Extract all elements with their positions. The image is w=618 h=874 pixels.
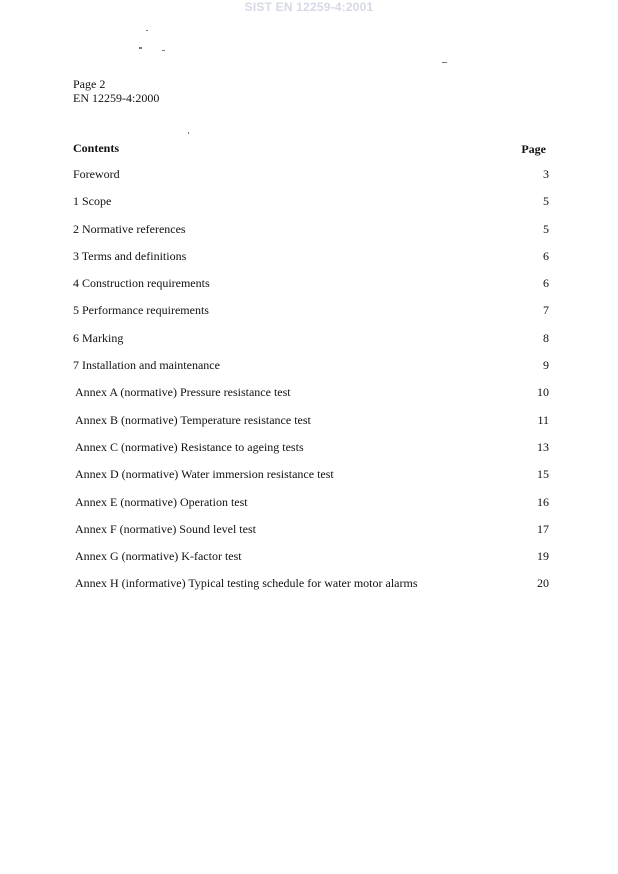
toc-entry-title: Foreword [73, 167, 120, 181]
toc-entry-title: 1 Scope [73, 194, 112, 209]
toc-entry-page: 9 [543, 358, 549, 373]
contents-title: Contents [73, 141, 120, 155]
page-column-title: Page [521, 142, 546, 156]
toc-entry-title: Annex E (normative) Operation test [75, 494, 248, 509]
toc-entry[interactable] [73, 495, 549, 522]
toc-entry[interactable] [73, 440, 549, 467]
toc-entry-title: 5 Performance requirements [73, 303, 209, 318]
toc-entry-page: 20 [537, 576, 549, 591]
toc-entry[interactable] [73, 358, 549, 385]
scan-speck [146, 30, 148, 31]
toc-entry[interactable] [73, 331, 549, 358]
toc-entry[interactable] [73, 413, 549, 440]
scan-speck [188, 132, 189, 134]
page-number: Page 2 [73, 77, 106, 91]
toc-entry-page: 6 [543, 276, 549, 291]
toc-entry-page: 13 [537, 439, 549, 454]
toc-entry-page: 19 [537, 549, 549, 564]
standard-id: EN 12259-4:2000 [73, 91, 160, 105]
toc-entry[interactable] [73, 194, 549, 221]
toc-entry-title: Annex G (normative) K-factor test [75, 549, 242, 564]
toc-entry-page: 5 [543, 194, 549, 209]
toc-entry-page: 6 [543, 248, 549, 263]
toc-entry-page: 16 [537, 494, 549, 509]
toc-entry-title: 2 Normative references [73, 221, 186, 236]
toc-entry-page: 10 [537, 385, 549, 400]
table-of-contents [73, 167, 549, 604]
toc-entry-page: 5 [543, 221, 549, 236]
toc-entry[interactable] [73, 522, 549, 549]
toc-entry-title: Annex H (informative) Typical testing schedule for water motor alarms [75, 576, 418, 591]
toc-entry[interactable] [73, 222, 549, 249]
toc-entry[interactable] [73, 576, 549, 603]
toc-entry-title: 4 Construction requirements [73, 276, 210, 291]
scan-speck [442, 62, 447, 63]
toc-entry-page: 17 [537, 521, 549, 536]
toc-entry[interactable] [73, 385, 549, 412]
page-header [73, 77, 159, 105]
toc-entry-title: Annex C (normative) Resistance to ageing tests [75, 439, 304, 454]
scan-speck [162, 50, 165, 51]
toc-entry-page: 8 [543, 330, 549, 345]
toc-entry[interactable] [73, 249, 549, 276]
toc-entry-title: 3 Terms and definitions [73, 248, 187, 263]
toc-entry[interactable] [73, 549, 549, 576]
toc-entry[interactable] [73, 467, 549, 494]
scan-speck [139, 47, 142, 49]
toc-entry-title: Annex A (normative) Pressure resistance test [75, 385, 291, 400]
toc-entry-page: 15 [537, 467, 549, 482]
toc-entry[interactable] [73, 303, 549, 330]
toc-entry-page: 7 [543, 303, 549, 318]
toc-entry-title: 6 Marking [73, 330, 124, 345]
toc-entry-title: Annex D (normative) Water immersion resistance test [75, 467, 334, 482]
toc-entry-page: 11 [537, 412, 549, 427]
toc-entry-title: Annex F (normative) Sound level test [75, 521, 256, 536]
toc-entry[interactable] [73, 167, 549, 194]
watermark: SIST EN 12259-4:2001 [244, 0, 374, 14]
toc-entry-title: Annex B (normative) Temperature resistance test [75, 412, 311, 427]
toc-entry-page: 3 [543, 167, 549, 181]
toc-entry-title: 7 Installation and maintenance [73, 358, 220, 373]
toc-entry[interactable] [73, 276, 549, 303]
